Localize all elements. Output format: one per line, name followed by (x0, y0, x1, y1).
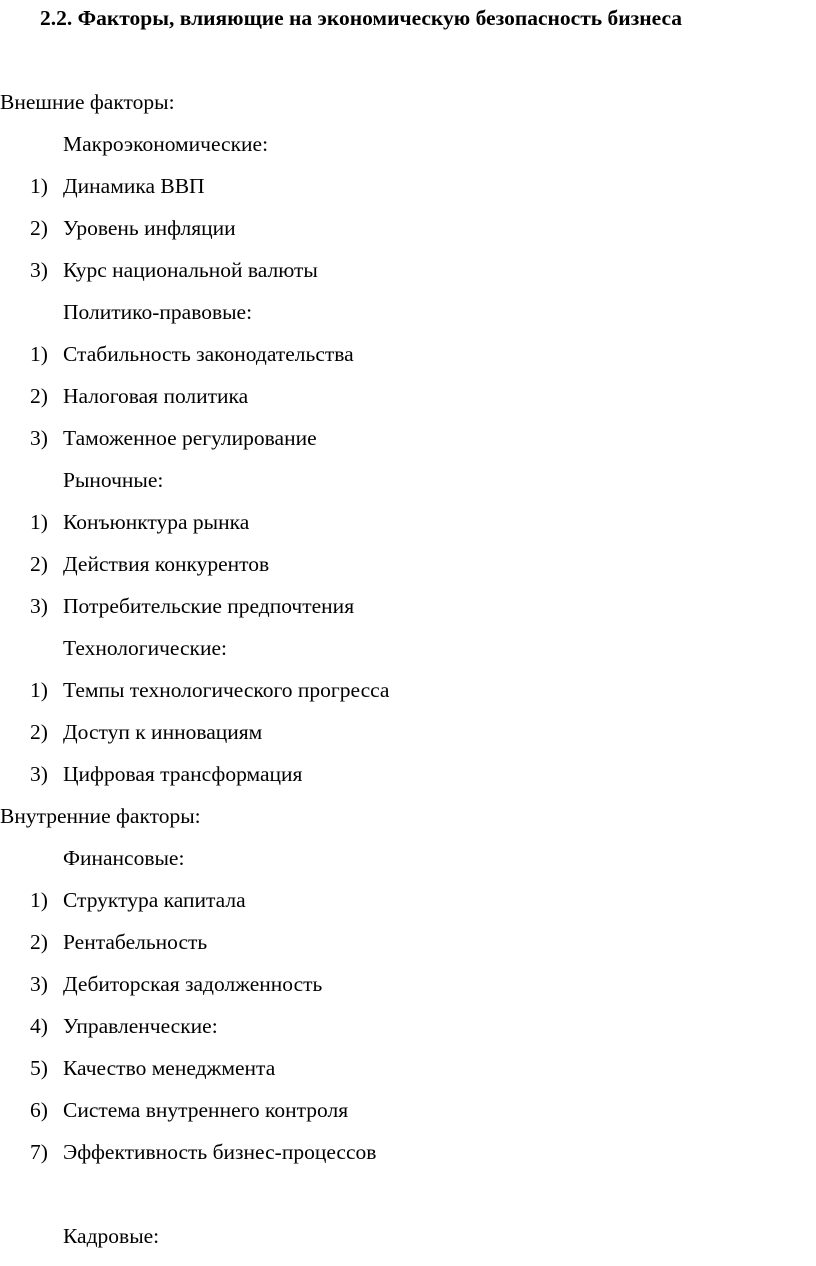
subsection-heading-financial: Финансовые: (63, 846, 185, 870)
list-item-number: 3) (30, 258, 48, 282)
list-item-number: 5) (30, 1056, 48, 1080)
list-item-text: Система внутреннего контроля (63, 1098, 349, 1122)
list-item-number: 1) (30, 510, 48, 534)
list-item-text: Динамика ВВП (63, 174, 205, 198)
list-item-number: 7) (30, 1140, 48, 1164)
subsection-heading-tech: Технологические: (63, 636, 228, 660)
list-item-text: Дебиторская задолженность (63, 972, 323, 996)
list-item-number: 2) (30, 552, 48, 576)
list-item-text: Уровень инфляции (63, 216, 236, 240)
list-item-text: Эффективность бизнес-процессов (63, 1140, 377, 1164)
list-item-number: 6) (30, 1098, 48, 1122)
list-item-number: 1) (30, 174, 48, 198)
subsection-heading-macro: Макроэкономические: (63, 132, 269, 156)
list-item-text: Таможенное регулирование (63, 426, 317, 450)
list-item-number: 4) (30, 1014, 48, 1038)
list-item-number: 1) (30, 342, 48, 366)
list-item-text: Темпы технологического прогресса (63, 678, 390, 702)
list-item-text: Структура капитала (63, 888, 246, 912)
list-item-number: 2) (30, 384, 48, 408)
list-item-number: 1) (30, 678, 48, 702)
list-item-text: Стабильность законодательства (63, 342, 354, 366)
list-item-text: Конъюнктура рынка (63, 510, 250, 534)
section-heading-external: Внешние факторы: (0, 90, 175, 114)
list-item-text: Действия конкурентов (63, 552, 270, 576)
list-item-text: Потребительские предпочтения (63, 594, 355, 618)
list-item-text: Курс национальной валюты (63, 258, 318, 282)
subsection-heading-political: Политико-правовые: (63, 300, 253, 324)
list-item-text: Цифровая трансформация (63, 762, 303, 786)
list-item-text: Доступ к инновациям (63, 720, 263, 744)
list-item-text: Рентабельность (63, 930, 208, 954)
list-item-number: 2) (30, 720, 48, 744)
list-item-number: 3) (30, 762, 48, 786)
document-title: 2.2. Факторы, влияющие на экономическую безопасность бизнеса (40, 6, 683, 30)
list-item-text: Управленческие: (63, 1014, 218, 1038)
section-heading-internal: Внутренние факторы: (0, 804, 201, 828)
subsection-heading-market: Рыночные: (63, 468, 164, 492)
list-item-text: Качество менеджмента (63, 1056, 276, 1080)
list-item-number: 2) (30, 216, 48, 240)
list-item-number: 3) (30, 972, 48, 996)
list-item-number: 3) (30, 594, 48, 618)
list-item-number: 2) (30, 930, 48, 954)
list-item-text: Налоговая политика (63, 384, 249, 408)
list-item-number: 3) (30, 426, 48, 450)
list-item-number: 1) (30, 888, 48, 912)
subsection-heading-hr: Кадровые: (63, 1224, 160, 1248)
